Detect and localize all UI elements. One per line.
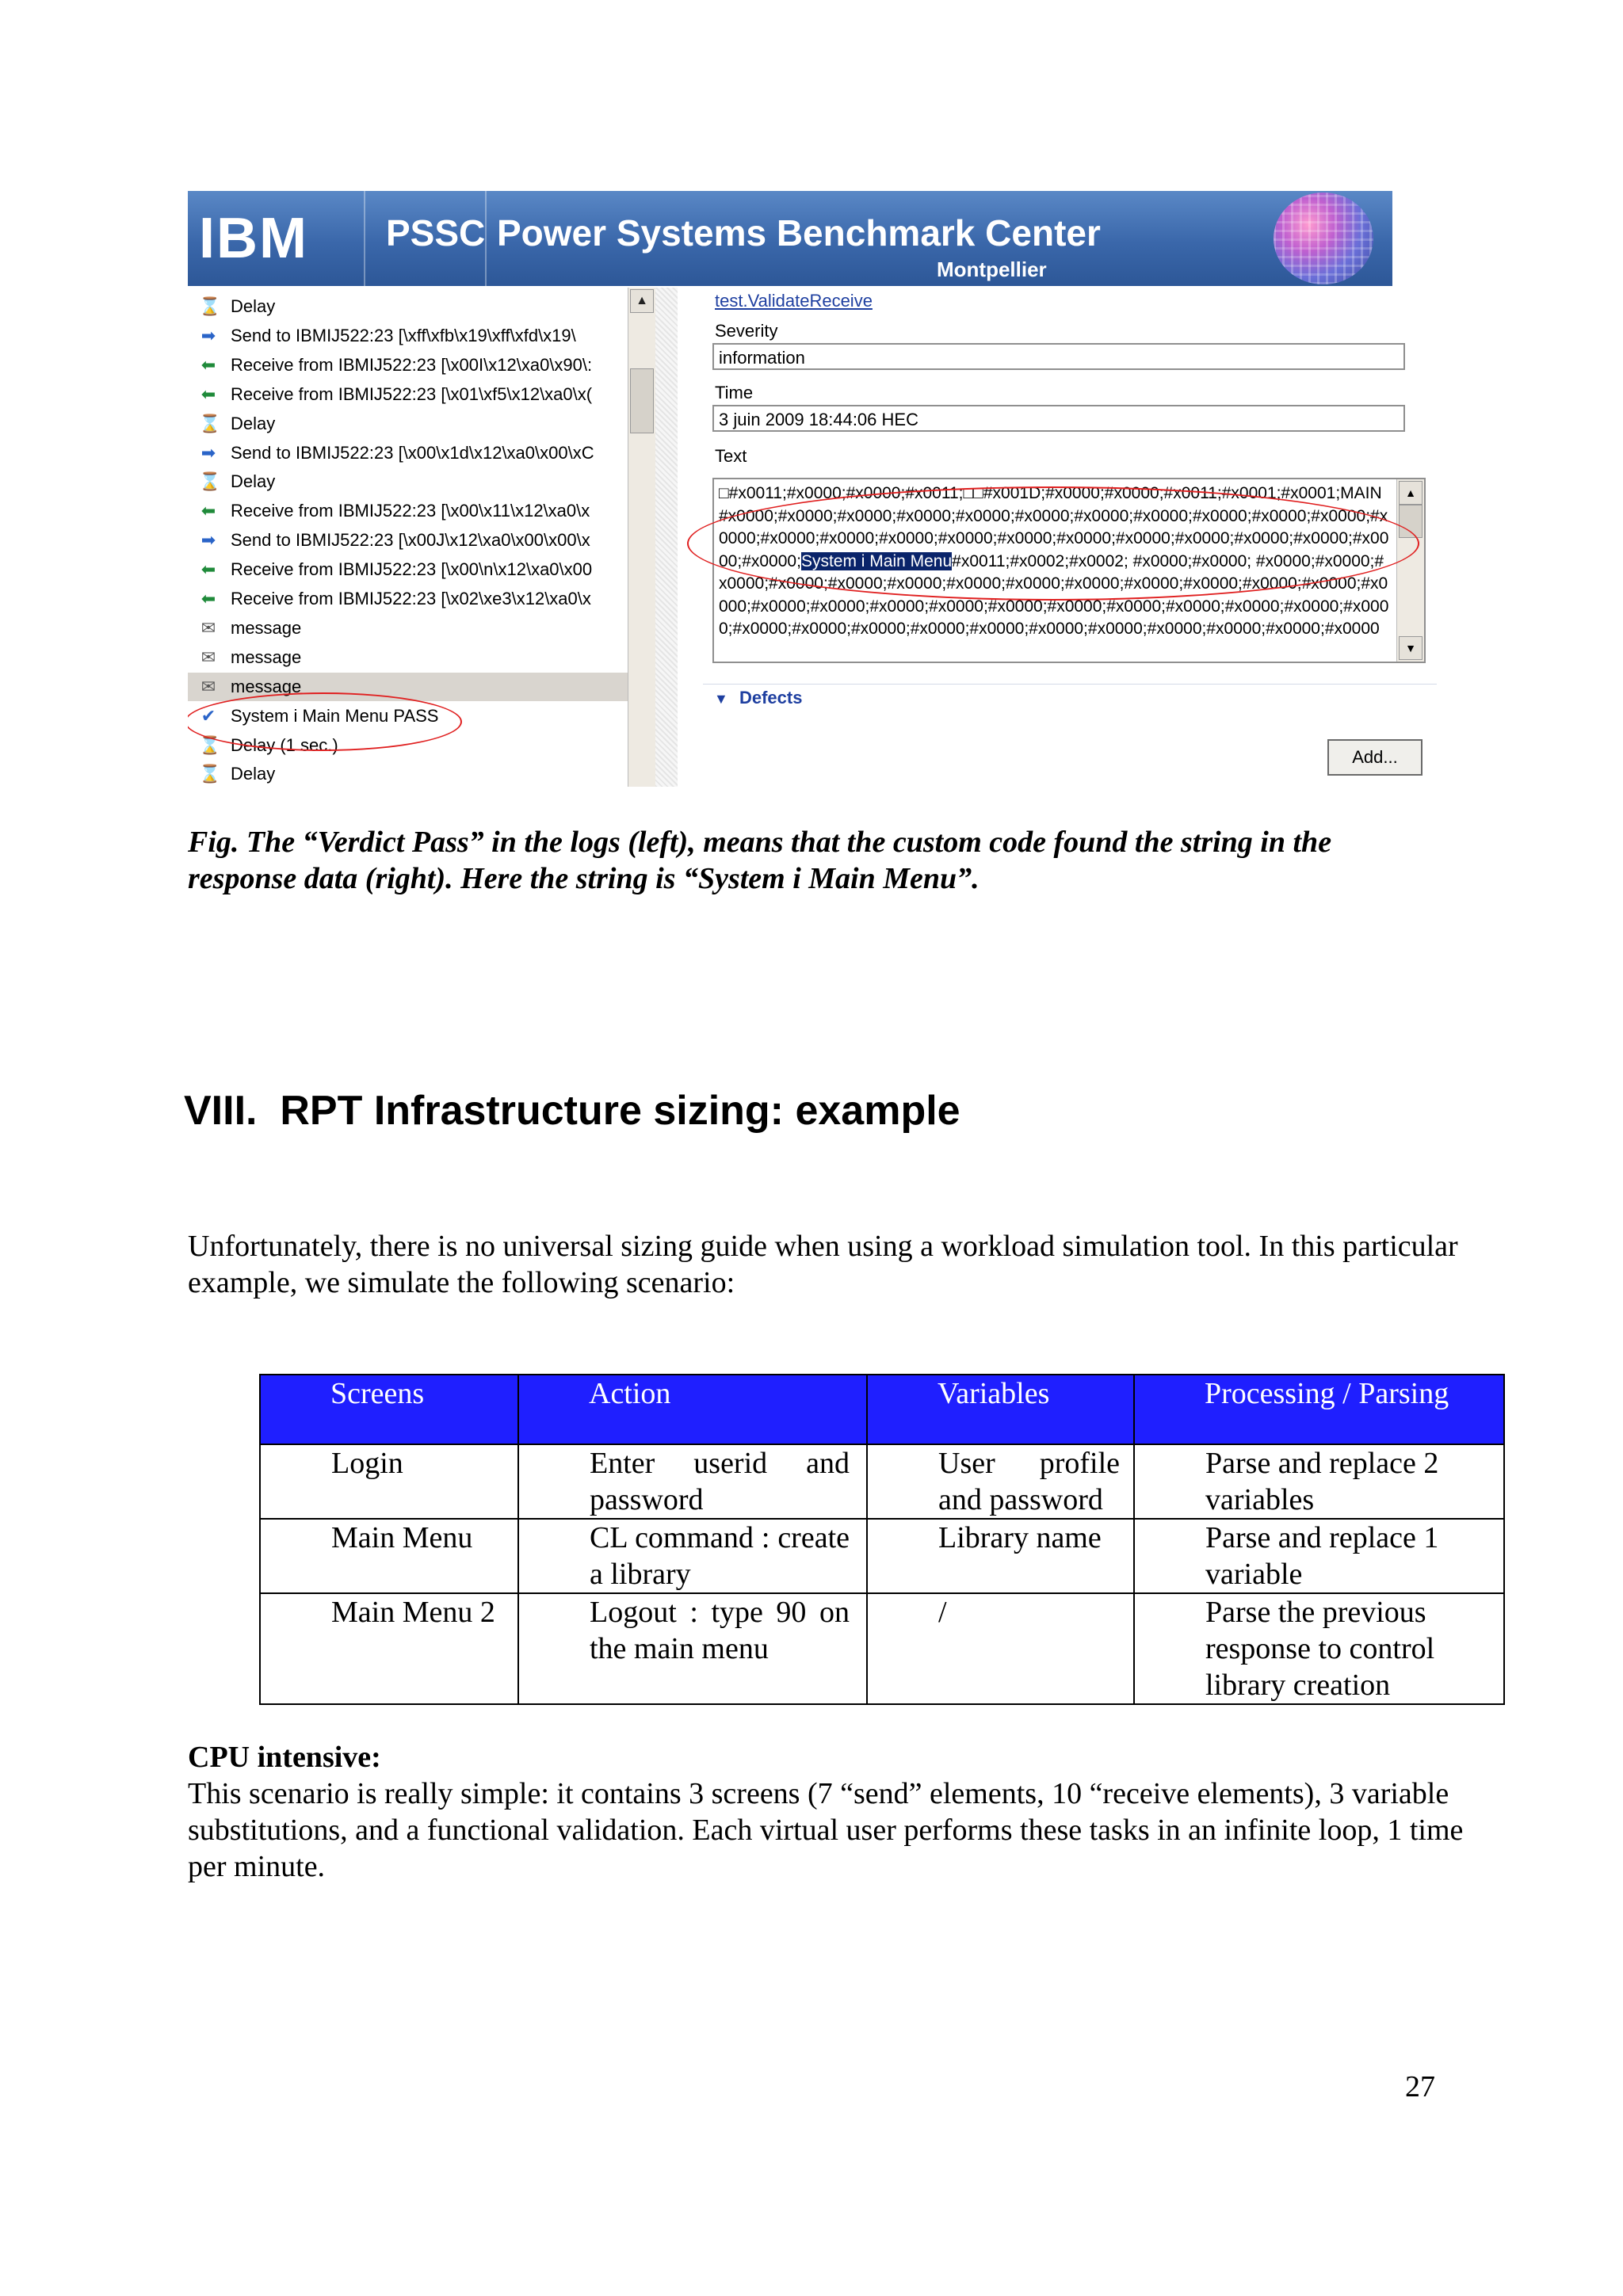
- log-tree-scrollbar[interactable]: [628, 288, 655, 787]
- log-item-label: Delay: [231, 413, 276, 433]
- banner-divider: [485, 191, 487, 286]
- response-text: [719, 482, 1389, 641]
- receive-icon: ⬅: [200, 383, 216, 404]
- log-item[interactable]: [188, 643, 628, 672]
- table-cell: /: [867, 1593, 1134, 1704]
- message-icon: ✉: [200, 617, 216, 638]
- log-item[interactable]: [188, 380, 628, 409]
- log-item[interactable]: [188, 322, 628, 350]
- log-item[interactable]: [188, 702, 628, 730]
- log-item[interactable]: [188, 497, 628, 525]
- time-label: Time: [715, 383, 754, 402]
- section-heading: VIII. RPT Infrastructure sizing: example: [184, 1088, 960, 1134]
- table-cell: Library name: [867, 1519, 1134, 1593]
- cpu-intensive-paragraph: This scenario is really simple: it contains 3 screens (7 “send” elements, 10 “receive elements), 3 variable substitutions, and a functional validation. Each virtual user performs these tasks in an infinite loop, 1 time per minute.: [188, 1777, 1464, 1883]
- log-item[interactable]: [188, 673, 628, 701]
- column-header: Action: [518, 1375, 867, 1444]
- pssc-banner: [188, 191, 1392, 286]
- table-row: [260, 1519, 1504, 1593]
- verdict-pass-icon: ✔: [200, 705, 216, 726]
- log-item-label: System i Main Menu PASS: [231, 705, 439, 726]
- log-item-label: Delay: [231, 296, 276, 316]
- send-icon: ➡: [200, 442, 216, 463]
- delay-icon: ⌛: [199, 413, 221, 433]
- message-icon: ✉: [200, 646, 216, 667]
- log-item[interactable]: [188, 292, 628, 321]
- log-item[interactable]: [188, 410, 628, 438]
- table-cell: Logout : type 90 on the main menu: [518, 1593, 867, 1704]
- cpu-intensive-heading: CPU intensive:: [188, 1741, 381, 1774]
- response-text-before: □#x0011;#x0000;#x0000;#x0011;□□#x001D;#x0000;#x0000;#x0011;#x0001;#x0001;MAIN#x0000;#x0000;#x0000;#x0000;#x0000;#x0000;#x0000;#x0000;#x0000;#x0000;#x0000;#x0000;#x0000;#x0000;#x0000;#x0000;#x0000;#x0000;#x0000;#x0000;#x0000;#x0000;#x0000;#x0000;: [719, 484, 1389, 570]
- receive-icon: ⬅: [200, 559, 216, 580]
- log-item-label: Send to IBMIJ522:23 [\xff\xfb\x19\xff\xfd\x19\: [231, 325, 576, 345]
- log-item[interactable]: [188, 555, 628, 584]
- table-row: [260, 1444, 1504, 1519]
- log-item-label: Receive from IBMIJ522:23 [\x02\xe3\x12\xa0\x: [231, 589, 591, 608]
- column-header: Processing / Parsing: [1134, 1375, 1504, 1444]
- message-icon: ✉: [200, 676, 216, 696]
- figure-caption: Fig. The “Verdict Pass” in the logs (left), means that the custom code found the string in the response data (right). Here the string is “System i Main Menu”.: [188, 826, 1332, 895]
- column-header: Screens: [260, 1375, 518, 1444]
- log-item-label: Receive from IBMIJ522:23 [\x00I\x12\xa0\x90\:: [231, 354, 593, 375]
- table-cell: Parse and replace 1 variable: [1134, 1519, 1504, 1593]
- text-label: Text: [715, 446, 747, 466]
- delay-icon: ⌛: [199, 734, 221, 755]
- log-item-label: Send to IBMIJ522:23 [\x00\x1d\x12\xa0\x00\xC: [231, 442, 594, 463]
- table-cell: Parse and replace 2 variables: [1134, 1444, 1504, 1519]
- log-item-label: Receive from IBMIJ522:23 [\x00\n\x12\xa0\x00: [231, 559, 593, 580]
- column-header: Variables: [867, 1375, 1134, 1444]
- scroll-up-arrow-icon[interactable]: ▲: [1399, 481, 1423, 505]
- receive-icon: ⬅: [200, 501, 216, 521]
- ibm-logo: IBM: [199, 205, 334, 272]
- log-item-label: Receive from IBMIJ522:23 [\x00\x11\x12\xa0\x: [231, 501, 590, 521]
- send-icon: ➡: [200, 530, 216, 551]
- table-cell: CL command : create a library: [518, 1519, 867, 1593]
- log-item[interactable]: [188, 760, 628, 787]
- table-header-row: [260, 1375, 1504, 1444]
- intro-paragraph: Unfortunately, there is no universal sizing guide when using a workload simulation tool. In this particular example, we simulate the following scenario:: [188, 1230, 1458, 1299]
- scrollbar-thumb[interactable]: [630, 368, 654, 433]
- defects-section-toggle[interactable]: [703, 684, 1437, 711]
- defects-label: Defects: [739, 688, 803, 707]
- log-item[interactable]: [188, 585, 628, 613]
- severity-label: Severity: [715, 321, 778, 341]
- event-type-link[interactable]: test.ValidateReceive: [715, 291, 873, 311]
- log-item[interactable]: [188, 731, 628, 760]
- log-item-label: Delay (1 sec.): [231, 734, 338, 755]
- table-cell: Main Menu 2: [260, 1593, 518, 1704]
- scroll-up-arrow-icon[interactable]: ▲: [630, 289, 654, 313]
- log-item-label: message: [231, 646, 302, 667]
- table-row: [260, 1593, 1504, 1704]
- banner-city: Montpellier: [937, 257, 1047, 281]
- log-item[interactable]: [188, 351, 628, 379]
- log-item-label: Delay: [231, 471, 276, 492]
- banner-divider: [364, 191, 365, 286]
- page-number: 27: [1405, 2070, 1435, 2103]
- log-item-label: Delay: [231, 764, 276, 784]
- time-field[interactable]: 3 juin 2009 18:44:06 HEC: [712, 405, 1405, 432]
- event-detail-pane: [711, 288, 1424, 787]
- table-cell: User profile and password: [867, 1444, 1134, 1519]
- collapse-triangle-icon: ▼: [714, 691, 728, 707]
- response-text-after: #x0011;#x0002;#x0002; #x0000;#x0000; #x0000;#x0000;#x0000;#x0000;#x0000;#x0000;#x0000;#x0000;#x0000;#x0000;#x0000;#x0000;#x0000;#x0000;#x0000;#x0000;#x0000;#x0000;#x0000;#x0000;#x0000;#x0000;#x0000;#x0000;#x0000;#x0000;#x0000;#x0000;#x0000;#x0000;#x0000;#x0000;#x0000;#x0000;#x0000;#x0000: [719, 551, 1389, 638]
- pane-splitter[interactable]: [655, 288, 678, 787]
- table-cell: Enter userid and password: [518, 1444, 867, 1519]
- delay-icon: ⌛: [199, 471, 221, 492]
- screenshot-figure: [188, 191, 1437, 787]
- delay-icon: ⌛: [199, 764, 221, 784]
- delay-icon: ⌛: [199, 296, 221, 316]
- log-item[interactable]: [188, 439, 628, 467]
- log-item[interactable]: [188, 467, 628, 496]
- banner-title: Power Systems Benchmark Center: [497, 212, 1101, 254]
- receive-icon: ⬅: [200, 589, 216, 608]
- scroll-down-arrow-icon[interactable]: ▼: [1399, 636, 1423, 660]
- log-item[interactable]: [188, 614, 628, 643]
- found-string-highlight: System i Main Menu: [800, 551, 953, 570]
- log-item-label: message: [231, 676, 302, 696]
- table-cell: Parse the previous response to control library creation: [1134, 1593, 1504, 1704]
- text-area-scrollbar[interactable]: [1396, 479, 1424, 662]
- send-icon: ➡: [200, 325, 216, 345]
- test-log-tree: [188, 288, 655, 787]
- scenario-table: [259, 1374, 1505, 1705]
- receive-icon: ⬅: [200, 354, 216, 375]
- table-cell: Login: [260, 1444, 518, 1519]
- response-text-area[interactable]: [712, 478, 1426, 663]
- log-item-label: Send to IBMIJ522:23 [\x00J\x12\xa0\x00\x00\x: [231, 530, 590, 551]
- log-item[interactable]: [188, 526, 628, 555]
- scrollbar-thumb[interactable]: [1399, 505, 1423, 538]
- log-item-label: message: [231, 617, 302, 638]
- add-defect-button[interactable]: Add...: [1327, 739, 1423, 776]
- severity-field[interactable]: information: [712, 343, 1405, 370]
- globe-graphic: [1274, 193, 1373, 284]
- banner-acronym: PSSC: [386, 212, 486, 254]
- log-item-label: Receive from IBMIJ522:23 [\x01\xf5\x12\xa0\x(: [231, 383, 593, 404]
- table-cell: Main Menu: [260, 1519, 518, 1593]
